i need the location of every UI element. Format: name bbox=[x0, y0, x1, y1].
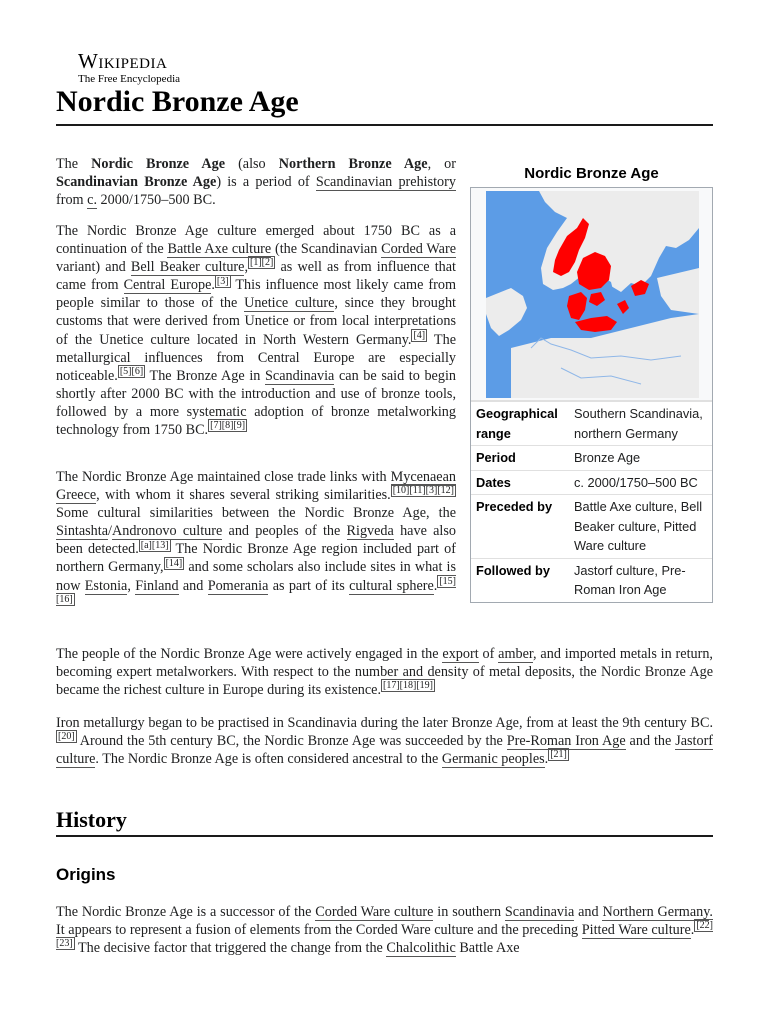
infobox-row-dates bbox=[471, 470, 712, 495]
paragraph-text: as part of its bbox=[268, 577, 350, 594]
logo-tagline: The Free Encyclopedia bbox=[78, 73, 181, 85]
article-link[interactable]: Scandinavian prehistory bbox=[315, 174, 456, 191]
paragraph-text: Iron metallurgy began to be practised in Scandinavia during the later Bronze Age, from at least the 9th century BC. bbox=[56, 715, 713, 731]
paragraph-text: . bbox=[211, 277, 215, 294]
infobox-row-followed-by bbox=[471, 558, 712, 602]
article-link[interactable]: Estonia bbox=[84, 577, 128, 594]
infobox-row-preceded-by bbox=[471, 494, 712, 558]
article-link[interactable]: Corded Ware culture bbox=[315, 904, 434, 920]
citation-link[interactable]: [21] bbox=[550, 749, 567, 761]
section-heading-history: History bbox=[56, 807, 127, 832]
paragraph-text: of bbox=[478, 646, 499, 662]
wikipedia-logo[interactable] bbox=[78, 50, 180, 85]
infobox-value[interactable]: Jastorf culture, Pre-Roman Iron Age bbox=[574, 562, 686, 597]
nordic-bronze-age-map bbox=[471, 188, 712, 400]
paragraph-text: and bbox=[574, 904, 603, 920]
article-link[interactable]: Mycenaean Greece bbox=[56, 469, 456, 504]
article-link[interactable]: Pitted Ware culture bbox=[581, 922, 691, 939]
bold-term: Scandinavian Bronze Age bbox=[56, 174, 217, 191]
article-link[interactable]: export bbox=[442, 646, 479, 662]
paragraph-text: Around the 5th century BC, the Nordic Bronze Age was succeeded by the bbox=[76, 733, 507, 750]
paragraph-text: ) is a period of bbox=[216, 174, 316, 191]
citation-link[interactable]: [7][8][9] bbox=[210, 420, 246, 432]
infobox-key: Geographical range bbox=[476, 406, 558, 441]
paragraph-text: , or bbox=[427, 156, 457, 172]
paragraph-text: have also been detected. bbox=[56, 523, 456, 558]
paragraph-text: The Nordic Bronze Age maintained close trade links with bbox=[56, 469, 391, 485]
paragraph-text: The bbox=[56, 156, 92, 172]
article-link[interactable]: Chalcolithic bbox=[386, 940, 456, 957]
infobox-key: Followed by bbox=[476, 562, 550, 578]
citation-link[interactable]: [4] bbox=[413, 329, 426, 341]
article-link[interactable]: Battle Axe culture bbox=[167, 241, 272, 258]
paragraph-text: The decisive factor that triggered the change from the bbox=[74, 940, 387, 957]
paragraph-text: / bbox=[108, 523, 112, 540]
article-link[interactable]: Bell Beaker culture bbox=[130, 259, 245, 276]
history-divider bbox=[56, 835, 713, 837]
citation-link[interactable]: [14] bbox=[165, 557, 183, 569]
article-link[interactable]: Pre-Roman Iron Age bbox=[506, 733, 626, 750]
article-link[interactable]: amber bbox=[498, 646, 534, 662]
article-link[interactable]: Jastorf culture bbox=[56, 733, 714, 768]
paragraph-text: , with whom it shares several striking similarities. bbox=[96, 487, 391, 504]
paragraph-text: and peoples of the bbox=[222, 523, 347, 540]
paragraph-text: (the Scandinavian bbox=[271, 241, 382, 258]
paragraph-text: , since they brought customs that were derived from Unetice or from local interpretations of the Unetice culture located in North Western Germany. bbox=[56, 295, 456, 348]
paragraph-text: and the bbox=[625, 733, 676, 750]
intro-paragraph-3 bbox=[56, 468, 456, 613]
article-link[interactable]: Finland bbox=[135, 577, 179, 594]
infobox-key: Period bbox=[476, 450, 516, 465]
paragraph-text: . bbox=[433, 577, 438, 594]
paragraph-text: (also bbox=[225, 156, 279, 172]
page-title: Nordic Bronze Age bbox=[56, 85, 299, 118]
infobox-key: Preceded by bbox=[476, 499, 553, 514]
intro-paragraph-2 bbox=[56, 222, 456, 439]
paragraph-text: . The Nordic Bronze Age is often considered ancestral to the bbox=[95, 751, 442, 768]
infobox-value[interactable]: Southern Scandinavia, northern Germany bbox=[574, 406, 703, 441]
paragraph-text: and bbox=[178, 577, 208, 594]
article-link[interactable]: cultural sphere bbox=[349, 577, 434, 594]
infobox-value[interactable]: Battle Axe culture, Bell Beaker culture, Pitted Ware culture bbox=[574, 499, 703, 553]
citation-link[interactable]: [5][6] bbox=[119, 366, 144, 378]
article-link[interactable]: Unetice culture bbox=[244, 295, 335, 312]
paragraph-text: . bbox=[690, 922, 695, 939]
paragraph-text: The Nordic Bronze Age culture emerged about 1750 BC as a continuation of the bbox=[56, 223, 456, 258]
paragraph-text: , bbox=[127, 577, 136, 594]
paragraph-text: and some scholars also include sites in what is now bbox=[56, 559, 456, 594]
citation-link[interactable]: [22][23] bbox=[56, 920, 713, 950]
map-image[interactable] bbox=[471, 188, 712, 401]
article-link[interactable]: Andronovo culture bbox=[111, 523, 223, 540]
intro-paragraph-1 bbox=[56, 155, 456, 209]
article-link[interactable]: Sintashta bbox=[56, 523, 109, 540]
paragraph-text: The Nordic Bronze Age is a successor of the bbox=[56, 904, 316, 920]
paragraph-text: can be said to begin shortly after 2000 BC with the introduction and use of bronze tools, followed by a more systematic adoption of bronze metalworking technology from 1750 BC. bbox=[56, 367, 456, 439]
citation-link[interactable]: [a][13] bbox=[140, 539, 169, 551]
paragraph-text: Some cultural similarities between the Nordic Bronze Age, the bbox=[56, 505, 456, 522]
article-link[interactable]: c. bbox=[87, 192, 97, 209]
paragraph-text: in southern bbox=[433, 904, 505, 920]
intro-paragraph-5 bbox=[56, 714, 713, 768]
paragraph-text: This influence most likely came from people similar to those of the bbox=[56, 277, 456, 312]
citation-link[interactable]: [20] bbox=[58, 731, 75, 743]
paragraph-text: Battle Axe bbox=[455, 940, 520, 957]
infobox bbox=[470, 160, 713, 603]
paragraph-text: The Nordic Bronze Age region included part of northern Germany, bbox=[56, 541, 456, 576]
paragraph-text: The Bronze Age in bbox=[145, 367, 265, 384]
paragraph-text: 2000/1750–500 BC. bbox=[97, 192, 216, 209]
logo-wordmark: Wikipedia bbox=[78, 49, 168, 73]
bold-term: Northern Bronze Age bbox=[278, 156, 428, 172]
article-link[interactable]: Central Europe bbox=[123, 277, 212, 294]
infobox-row-period bbox=[471, 445, 712, 470]
article-link[interactable]: Pomerania bbox=[207, 577, 269, 594]
intro-paragraph-4 bbox=[56, 645, 713, 699]
paragraph-text: as well as from influence that came from bbox=[56, 259, 456, 294]
citation-link[interactable]: [3] bbox=[216, 275, 229, 287]
paragraph-text: from bbox=[56, 192, 88, 209]
infobox-value: c. 2000/1750–500 BC bbox=[574, 474, 698, 490]
article-link[interactable]: Corded Ware bbox=[381, 241, 456, 258]
citation-link[interactable]: [17][18][19] bbox=[383, 680, 433, 692]
citation-link[interactable]: [1][2] bbox=[250, 257, 274, 269]
article-link[interactable]: Rigveda bbox=[346, 523, 394, 540]
infobox-title: Nordic Bronze Age bbox=[524, 165, 659, 182]
article-link[interactable]: Scandinavia bbox=[265, 367, 335, 384]
paragraph-text: The people of the Nordic Bronze Age were actively engaged in the bbox=[56, 646, 443, 662]
infobox-key: Dates bbox=[476, 474, 511, 490]
infobox-row-geographical-range bbox=[471, 401, 712, 445]
subsection-heading-origins: Origins bbox=[56, 865, 116, 884]
paragraph-text: , bbox=[244, 259, 248, 276]
infobox-value[interactable]: Bronze Age bbox=[574, 450, 641, 465]
origins-paragraph-1 bbox=[56, 903, 713, 957]
citation-link[interactable]: [15][16] bbox=[56, 575, 456, 605]
title-divider bbox=[56, 124, 713, 126]
paragraph-text: The metallurgical influences from Central Europe are especially noticeable. bbox=[56, 331, 456, 384]
bold-term: Nordic Bronze Age bbox=[91, 156, 225, 172]
paragraph-text: , and imported metals in return, becoming expert metalworkers. With respect to the number and density of metal deposits, the Nordic Bronze Age became the richest culture in Europe during its existence. bbox=[56, 646, 713, 699]
article-link[interactable]: Northern Germany bbox=[602, 904, 710, 920]
article-link[interactable]: Scandinavia bbox=[504, 904, 575, 920]
paragraph-text: variant) and bbox=[56, 259, 131, 276]
paragraph-text: . bbox=[544, 751, 549, 768]
citation-link[interactable]: [10][11][3][12] bbox=[392, 485, 454, 497]
paragraph-text: . It appears to represent a fusion of elements from the Corded Ware culture and the preceding bbox=[56, 904, 713, 939]
article-link[interactable]: Germanic peoples bbox=[441, 751, 545, 768]
